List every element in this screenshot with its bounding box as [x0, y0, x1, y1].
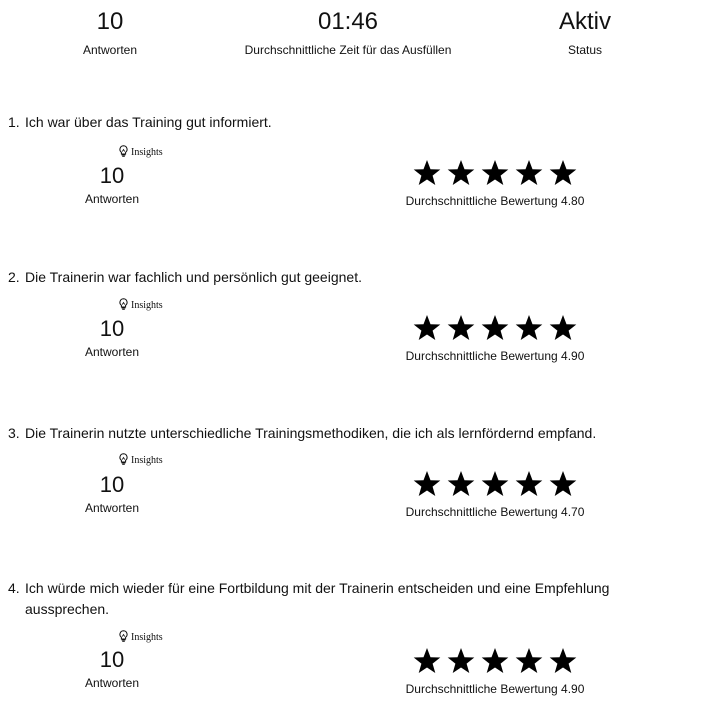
answer-count: [62, 648, 162, 690]
star-icon: [446, 469, 476, 499]
question-label: Die Trainerin war fachlich und persönlich gut geeignet.: [25, 269, 362, 285]
insights-label: Insights: [131, 632, 163, 643]
status-label: Status: [567, 43, 603, 57]
answer-count: [62, 317, 162, 359]
lightbulb-icon: [118, 298, 129, 314]
avg-time-stat: [208, 8, 488, 58]
answer-count: [62, 473, 162, 515]
question-text: [8, 112, 698, 133]
answer-count-label: Antworten: [84, 345, 140, 359]
status-value: Aktiv: [558, 8, 611, 35]
insights-label: Insights: [131, 300, 163, 311]
star-icon: [446, 158, 476, 188]
star-rating: [380, 646, 610, 676]
answer-count-label: Antworten: [84, 192, 140, 206]
star-icon: [412, 646, 442, 676]
insights-label: Insights: [131, 147, 163, 158]
star-rating: [380, 158, 610, 188]
question-2: [0, 267, 704, 377]
avg-time-value: 01:46: [317, 8, 379, 35]
star-rating: [380, 469, 610, 499]
star-icon: [446, 313, 476, 343]
question-text: [8, 578, 698, 620]
star-icon: [480, 646, 510, 676]
insights-label: Insights: [131, 455, 163, 466]
question-label: Ich war über das Training gut informiert.: [25, 114, 272, 130]
star-icon: [548, 469, 578, 499]
star-rating: [380, 313, 610, 343]
answer-count-value: 10: [99, 647, 125, 672]
star-icon: [412, 469, 442, 499]
star-icon: [412, 313, 442, 343]
answer-count-label: Antworten: [84, 676, 140, 690]
insights-link[interactable]: [118, 298, 163, 314]
star-icon: [412, 158, 442, 188]
star-icon: [514, 646, 544, 676]
answer-count-value: 10: [99, 472, 125, 497]
answer-count-value: 10: [99, 316, 125, 341]
average-rating-label: Durchschnittliche Bewertung 4.70: [405, 505, 585, 519]
star-icon: [514, 469, 544, 499]
responses-stat: [60, 8, 160, 58]
star-icon: [548, 646, 578, 676]
question-number: 2.: [8, 269, 20, 285]
avg-time-label: Durchschnittliche Zeit für das Ausfüllen: [244, 43, 452, 57]
average-rating-label: Durchschnittliche Bewertung 4.80: [405, 194, 585, 208]
question-text: [8, 423, 698, 444]
insights-link[interactable]: [118, 630, 163, 646]
average-rating: [380, 646, 610, 696]
status-stat: [535, 8, 635, 58]
insights-link[interactable]: [118, 145, 163, 161]
average-rating: [380, 313, 610, 363]
survey-summary: [0, 8, 704, 64]
average-rating: [380, 469, 610, 519]
average-rating: [380, 158, 610, 208]
answer-count: [62, 164, 162, 206]
question-number: 1.: [8, 114, 20, 130]
responses-count: 10: [96, 8, 124, 35]
lightbulb-icon: [118, 630, 129, 646]
answer-count-label: Antworten: [84, 501, 140, 515]
star-icon: [480, 313, 510, 343]
question-text: [8, 267, 698, 288]
question-label-continued: aussprechen.: [25, 601, 110, 617]
question-label: Die Trainerin nutzte unterschiedliche Trainingsmethodiken, die ich als lernfördernd empfand.: [25, 425, 597, 441]
star-icon: [548, 313, 578, 343]
star-icon: [548, 158, 578, 188]
star-icon: [514, 158, 544, 188]
question-3: [0, 423, 704, 533]
answer-count-value: 10: [99, 163, 125, 188]
question-label: Ich würde mich wieder für eine Fortbildung mit der Trainerin entscheiden und eine Empfehlung: [25, 580, 610, 596]
average-rating-label: Durchschnittliche Bewertung 4.90: [405, 349, 585, 363]
question-1: [0, 112, 704, 222]
star-icon: [514, 313, 544, 343]
star-icon: [446, 646, 476, 676]
question-4: [0, 578, 704, 703]
star-icon: [480, 158, 510, 188]
question-number: 3.: [8, 425, 20, 441]
average-rating-label: Durchschnittliche Bewertung 4.90: [405, 682, 585, 696]
lightbulb-icon: [118, 145, 129, 161]
question-number: 4.: [8, 580, 20, 596]
star-icon: [480, 469, 510, 499]
responses-label: Antworten: [82, 43, 138, 57]
insights-link[interactable]: [118, 453, 163, 469]
lightbulb-icon: [118, 453, 129, 469]
